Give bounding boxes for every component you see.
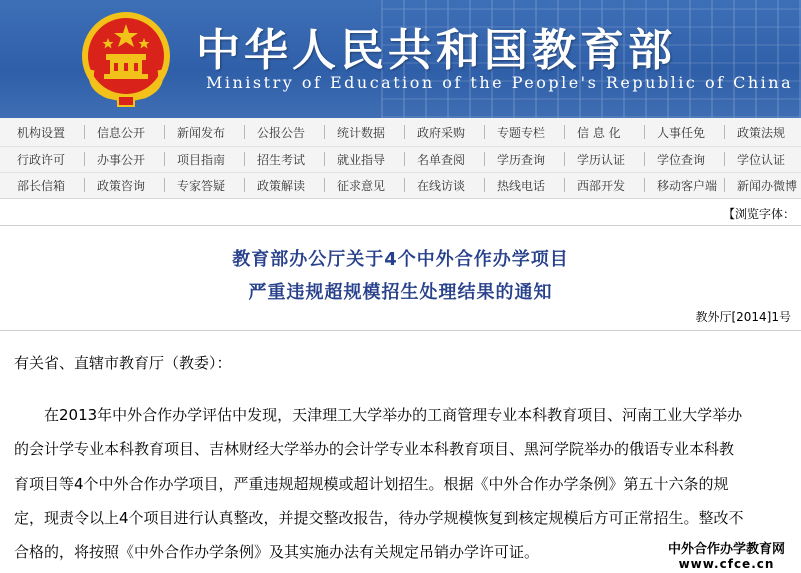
nav-link[interactable]: 政策咨询 (97, 179, 146, 193)
site-title-english: Ministry of Education of the People's Republic of China (206, 73, 794, 92)
nav-link[interactable]: 专题专栏 (497, 126, 546, 140)
nav-link[interactable]: 信息公开 (97, 126, 146, 140)
nav-link[interactable]: 就业指导 (337, 153, 386, 167)
nav-separator (484, 152, 485, 166)
font-size-label: 【浏览字体： (722, 207, 795, 221)
nav-link[interactable]: 征求意见 (337, 179, 386, 193)
nav-link[interactable]: 项目指南 (177, 153, 226, 167)
nav-separator (404, 125, 405, 139)
nav-link[interactable]: 政策法规 (737, 126, 786, 140)
nav-link[interactable]: 专家答疑 (177, 179, 226, 193)
paragraph-line: 在2013年中外合作办学评估中发现，天津理工大学举办的工商管理专业本科教育项目、河南工业大学举办 (14, 406, 743, 424)
main-navigation (0, 118, 801, 199)
nav-link[interactable]: 信 息 化 (577, 126, 621, 140)
nav-separator (484, 178, 485, 192)
nav-separator (84, 125, 85, 139)
font-size-bar (0, 199, 801, 226)
article-title-line-2: 严重违规超规模招生处理结果的通知 (248, 282, 553, 303)
nav-link[interactable]: 办事公开 (97, 153, 146, 167)
paragraph-line: 育项目等4个中外合作办学项目，严重违规超规模或超计划招生。根据《中外合作办学条例》第五十六条的规 (14, 475, 729, 493)
nav-link[interactable]: 移动客户端 (657, 179, 718, 193)
nav-link[interactable]: 政策解读 (257, 179, 306, 193)
nav-separator (244, 152, 245, 166)
nav-separator (484, 125, 485, 139)
nav-row-3 (0, 172, 801, 199)
nav-row-2 (0, 146, 801, 173)
nav-link[interactable]: 人事任免 (657, 126, 706, 140)
nav-link[interactable]: 统计数据 (337, 126, 386, 140)
nav-link[interactable]: 机构设置 (17, 126, 66, 140)
article-title-line-1: 教育部办公厅关于4个中外合作办学项目 (232, 249, 569, 270)
watermark-url: www.cfce.cn (678, 557, 775, 571)
nav-link[interactable]: 学位认证 (737, 153, 786, 167)
national-emblem-icon (78, 8, 174, 108)
nav-separator (244, 178, 245, 192)
salutation: 有关省、直辖市教育厅（教委）： (14, 354, 232, 372)
nav-separator (164, 152, 165, 166)
header-banner (0, 0, 801, 118)
nav-row-1 (0, 120, 801, 146)
nav-separator (644, 178, 645, 192)
nav-link[interactable]: 在线访谈 (417, 179, 466, 193)
nav-link[interactable]: 政府采购 (417, 126, 466, 140)
nav-separator (564, 178, 565, 192)
nav-link[interactable]: 公报公告 (257, 126, 306, 140)
nav-separator (164, 125, 165, 139)
nav-link[interactable]: 新闻办微博 (737, 179, 798, 193)
nav-link[interactable]: 学历查询 (497, 153, 546, 167)
site-title-chinese: 中华人民共和国教育部 (196, 25, 676, 76)
document-number: 教外厅[2014]1号 (695, 310, 791, 324)
nav-link[interactable]: 热线电话 (497, 179, 546, 193)
divider (0, 330, 801, 331)
nav-link[interactable]: 学历认证 (577, 153, 626, 167)
watermark (668, 538, 785, 571)
nav-link[interactable]: 学位查询 (657, 153, 706, 167)
paragraph-line: 合格的，将按照《中外合作办学条例》及其实施办法有关规定吊销办学许可证。 (14, 543, 540, 561)
nav-separator (564, 152, 565, 166)
nav-separator (644, 125, 645, 139)
watermark-site-name: 中外合作办学教育网 (667, 542, 785, 557)
nav-separator (644, 152, 645, 166)
nav-separator (724, 125, 725, 139)
paragraph-line: 定，现责令以上4个项目进行认真整改，并提交整改报告，待办学规模恢复到核定规模后方可正常招生。整改不 (14, 509, 744, 527)
nav-link[interactable]: 招生考试 (257, 153, 306, 167)
nav-link[interactable]: 西部开发 (577, 179, 626, 193)
paragraph-line: 的会计学专业本科教育项目、吉林财经大学举办的会计学专业本科教育项目、黑河学院举办的俄语专业本科教 (14, 440, 735, 458)
nav-separator (244, 125, 245, 139)
nav-separator (84, 152, 85, 166)
nav-separator (324, 178, 325, 192)
nav-link[interactable]: 新闻发布 (177, 126, 226, 140)
nav-separator (84, 178, 85, 192)
nav-separator (164, 178, 165, 192)
nav-separator (324, 125, 325, 139)
nav-separator (724, 178, 725, 192)
nav-link[interactable]: 名单查阅 (417, 153, 466, 167)
nav-link[interactable]: 部长信箱 (17, 179, 66, 193)
nav-link[interactable]: 行政许可 (17, 153, 66, 167)
nav-separator (404, 152, 405, 166)
nav-separator (404, 178, 405, 192)
nav-separator (324, 152, 325, 166)
nav-separator (564, 125, 565, 139)
nav-separator (724, 152, 725, 166)
